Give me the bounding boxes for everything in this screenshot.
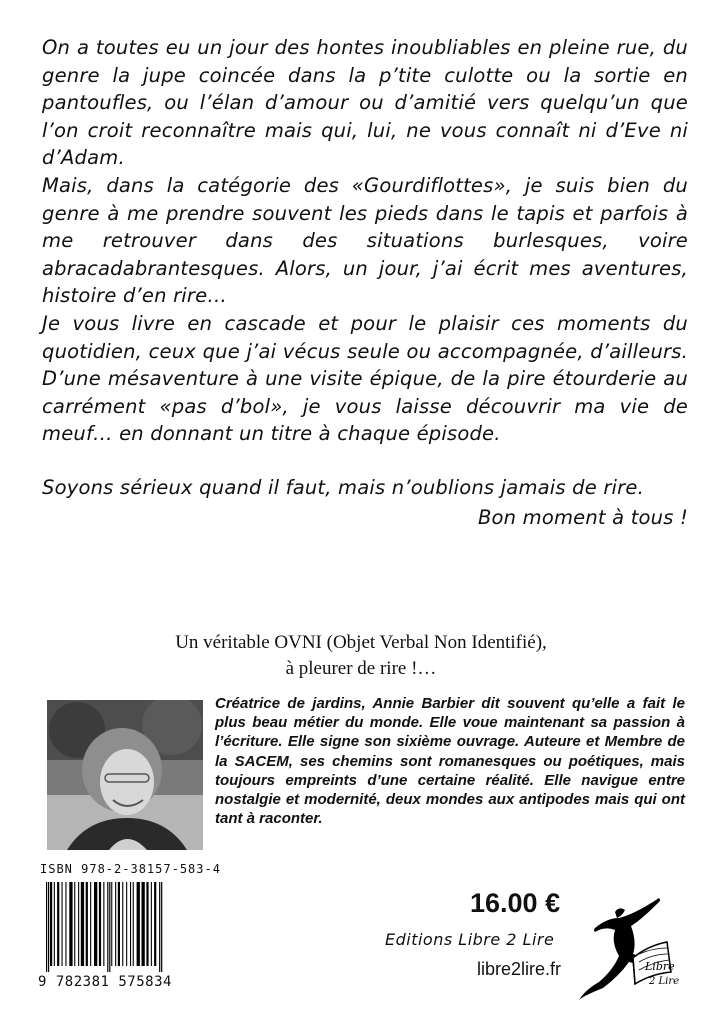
blurb-paragraph-1: On a toutes eu un jour des hontes inoubliables en pleine rue, du genre la jupe coincée dans la p’tite culotte ou la sortie en pantoufles, ou l’élan d’amour ou d’amitié vers quelqu’un que l’on croit reconnaître mais qui, lui, ne vous connaît ni d’Eve ni d’Adam.: [42, 36, 688, 170]
barcode-bar: [86, 882, 88, 966]
barcode-bars: [40, 882, 212, 972]
barcode-digits: 9 782381 575834: [38, 974, 172, 990]
barcode-guard-bar: [107, 882, 108, 972]
publisher-url: libre2lire.fr: [477, 959, 562, 979]
barcode-guard-bar: [109, 882, 110, 972]
barcode: [40, 882, 212, 972]
barcode-bar: [103, 882, 104, 966]
barcode-bar: [78, 882, 79, 966]
barcode-bar: [111, 882, 112, 966]
author-photo: [47, 700, 203, 850]
barcode-bar: [133, 882, 134, 966]
blurb-signoff: Bon moment à tous !: [477, 505, 688, 529]
publisher-logo: [575, 892, 687, 1004]
barcode-bar: [118, 882, 120, 966]
tagline-line-2: à pleurer de rire !…: [285, 658, 437, 679]
barcode-bar: [69, 882, 72, 966]
price: 16.00 €: [470, 888, 561, 918]
barcode-bar: [57, 882, 59, 966]
barcode-guard-bar: [159, 882, 160, 972]
barcode-guard-bar: [46, 882, 47, 972]
barcode-bar: [62, 882, 63, 966]
barcode-bar: [154, 882, 156, 966]
barcode-bar: [90, 882, 91, 966]
barcode-bar: [151, 882, 152, 966]
barcode-bar: [130, 882, 131, 966]
barcode-bar: [126, 882, 127, 966]
barcode-bar: [74, 882, 75, 966]
barcode-bar: [99, 882, 101, 966]
blurb-paragraph-2: Mais, dans la catégorie des «Gourdiflottes», je suis bien du genre à me prendre souvent les pieds dans le tapis et parfois à me retrouver dans des situations burlesques, voire abracadabrantesques. Alors, un jour, j’ai écrit mes aventures, histoire d’en rire…: [42, 173, 688, 308]
barcode-guard-bar: [48, 882, 49, 972]
barcode-bar: [115, 882, 116, 966]
back-cover-blurb: [42, 34, 688, 531]
barcode-bar: [142, 882, 145, 966]
barcode-bar: [94, 882, 97, 966]
barcode-guard-bar: [161, 882, 162, 972]
logo-text-line-2: 2 Lire: [649, 976, 680, 987]
barcode-bar: [65, 882, 66, 966]
barcode-bar: [146, 882, 148, 966]
author-portrait-illustration: [47, 700, 203, 850]
barcode-bar: [122, 882, 123, 966]
isbn-label: ISBN 978-2-38157-583-4: [40, 862, 221, 876]
barcode-bar: [137, 882, 140, 966]
blurb-paragraph-4: Soyons sérieux quand il faut, mais n’oublions jamais de rire.: [42, 475, 644, 499]
barcode-bar: [54, 882, 55, 966]
barcode-bar: [50, 882, 52, 966]
barcode-bar: [81, 882, 84, 966]
tagline: [0, 630, 722, 682]
logo-text-line-1: Libre: [645, 960, 675, 973]
blurb-paragraph-3: Je vous livre en cascade et pour le plaisir ces moments du quotidien, ceux que j’ai vécus seule ou accompagnée, d’ailleurs. D’une mésaventure à une visite épique, de la pire étourderie au carrément «pas d’bol», je vous laisse découvrir ma vie de meuf… en donnant un titre à chaque épisode.: [42, 311, 688, 446]
author-bio: Créatrice de jardins, Annie Barbier dit souvent qu’elle a fait le plus beau métier du monde. Elle voue maintenant sa passion à l’écriture. Elle signe son sixième ouvrage. Auteure et Membre de la SACEM, ses chemins sont romanesques ou poétiques, mais toujours empreints d’une certaine réalité. Elle navigue entre nostalgie et modernité, deux mondes aux antipodes mais qui ont tant à raconter.: [215, 695, 685, 828]
flying-figure-icon: [575, 892, 687, 1004]
publisher-name: Editions Libre 2 Lire: [385, 930, 555, 949]
tagline-line-1: Un véritable OVNI (Objet Verbal Non Identifié),: [175, 632, 547, 653]
